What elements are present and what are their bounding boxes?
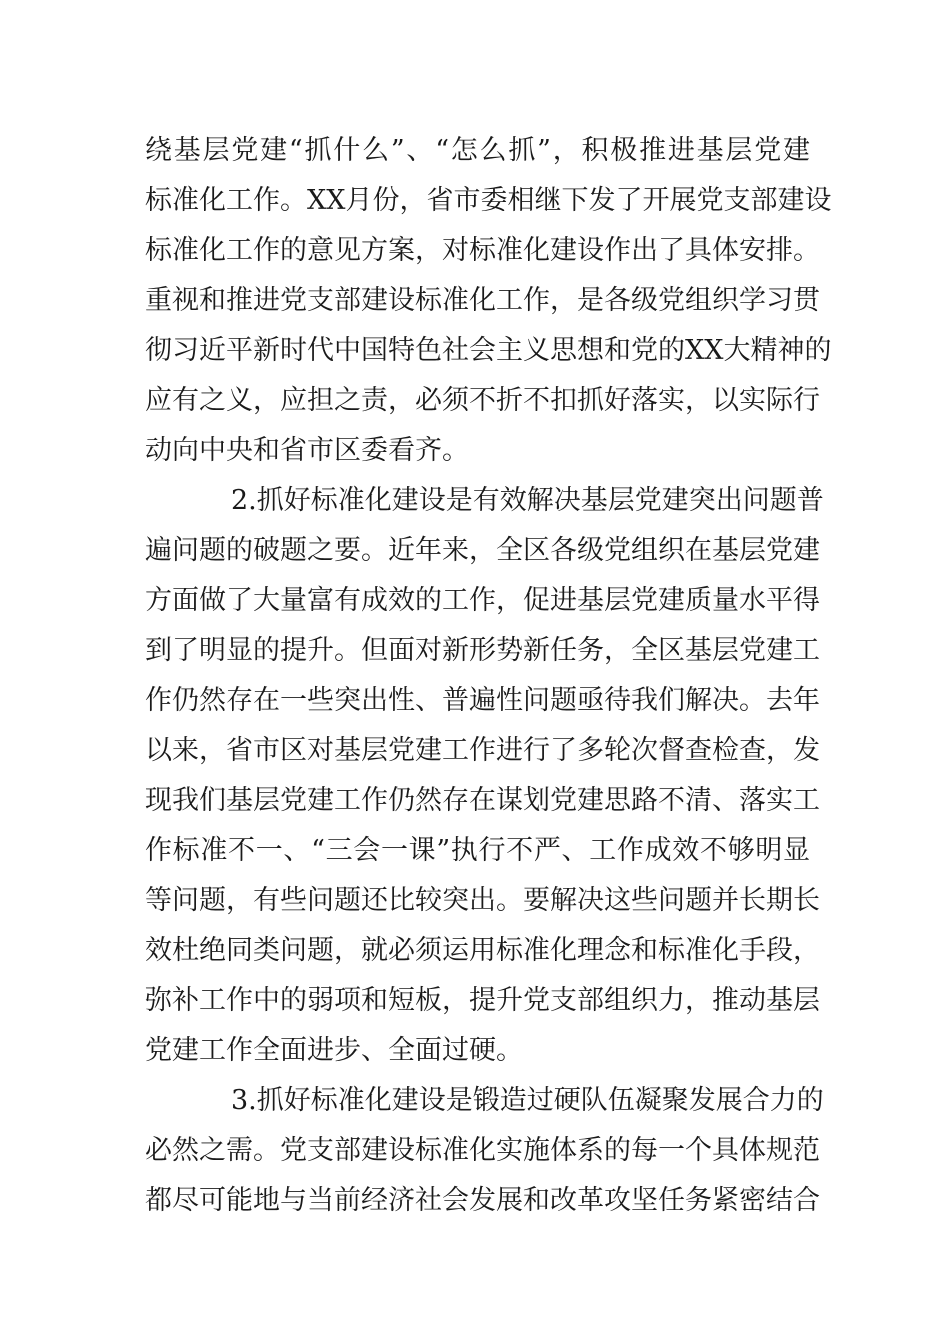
text-line: 动向中央和省市区委看齐。 [145,435,469,466]
text-line: 作标准不一、“三会一课”执行不严、工作成效不够明显 [145,835,810,866]
text-line: 都尽可能地与当前经济社会发展和改革攻坚任务紧密结合 [145,1185,820,1216]
text-line: 彻习近平新时代中国特色社会主义思想和党的XX大精神的 [145,335,832,366]
text-line: 标准化工作。XX月份，省市委相继下发了开展党支部建设 [145,185,832,216]
text-line: 效杜绝同类问题，就必须运用标准化理念和标准化手段， [145,935,820,966]
text-line: 绕基层党建“抓什么”、“怎么抓”，积极推进基层党建 [145,135,810,166]
text-line: 党建工作全面进步、全面过硬。 [145,1035,523,1066]
text-line: 遍问题的破题之要。近年来，全区各级党组织在基层党建 [145,535,820,566]
text-line: 弥补工作中的弱项和短板，提升党支部组织力，推动基层 [145,985,820,1016]
text-line: 重视和推进党支部建设标准化工作，是各级党组织学习贯 [145,285,820,316]
text-line: 等问题，有些问题还比较突出。要解决这些问题并长期长 [145,885,820,916]
paragraph-3-heading-line: 3.抓好标准化建设是锻造过硬队伍凝聚发展合力的 [231,1085,824,1116]
text-line: 到了明显的提升。但面对新形势新任务，全区基层党建工 [145,635,820,666]
text-line: 作仍然存在一些突出性、普遍性问题亟待我们解决。去年 [145,685,820,716]
text-line: 现我们基层党建工作仍然存在谋划党建思路不清、落实工 [145,785,820,816]
paragraph-2-heading-line: 2.抓好标准化建设是有效解决基层党建突出问题普 [231,485,824,516]
text-line: 以来，省市区对基层党建工作进行了多轮次督查检查，发 [145,735,820,766]
text-line: 标准化工作的意见方案，对标准化建设作出了具体安排。 [145,235,820,266]
text-line: 方面做了大量富有成效的工作，促进基层党建质量水平得 [145,585,820,616]
text-line: 必然之需。党支部建设标准化实施体系的每一个具体规范 [145,1135,820,1166]
text-line: 应有之义，应担之责，必须不折不扣抓好落实，以实际行 [145,385,820,416]
